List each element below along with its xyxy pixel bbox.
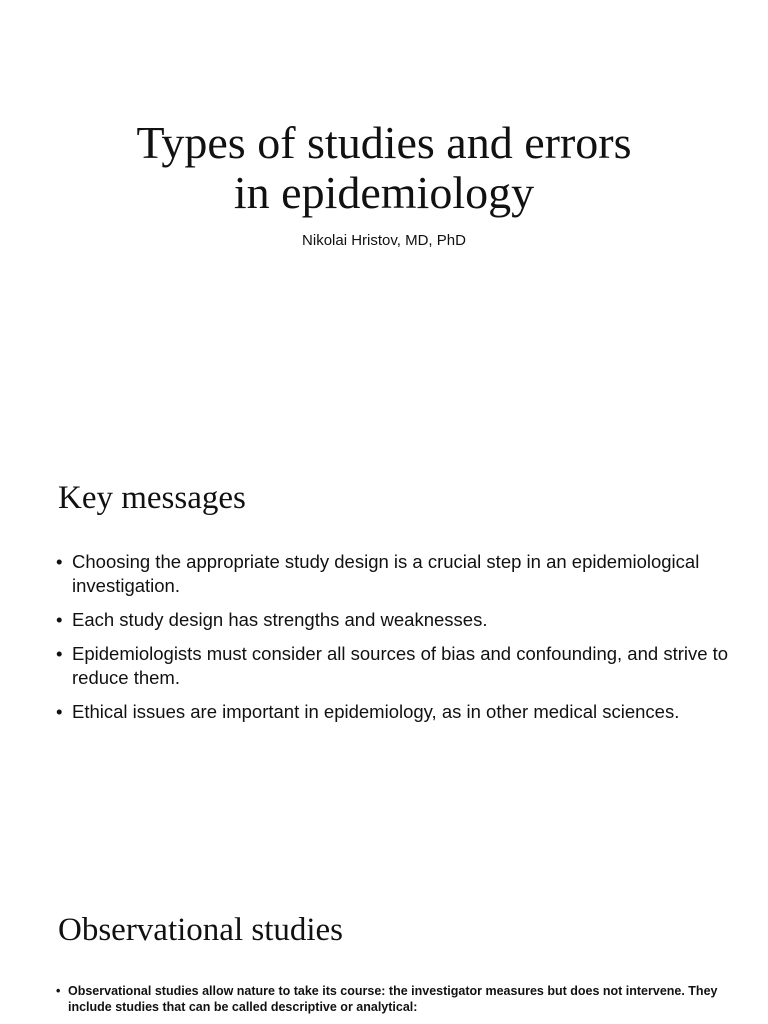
- bullet-list: [56, 983, 736, 1015]
- bullet-text: Ethical issues are important in epidemiology, as in other medical sciences.: [72, 701, 680, 722]
- bullet-icon: •: [56, 984, 61, 998]
- bullet-item: [56, 608, 736, 632]
- title-slide: [0, 0, 768, 430]
- bullet-icon: •: [56, 701, 63, 722]
- slide-heading: Key messages: [58, 480, 246, 516]
- bullet-list: [56, 550, 736, 734]
- bullet-text: Each study design has strengths and weaknesses.: [72, 609, 488, 630]
- bullet-item: [56, 700, 736, 724]
- bullet-item: [56, 983, 736, 1015]
- slide-title: [0, 118, 768, 218]
- bullet-text: Choosing the appropriate study design is a crucial step in an epidemiological investigation.: [72, 551, 700, 596]
- slide-title-line-1: Types of studies and errors: [136, 117, 632, 168]
- slide-subtitle: Nikolai Hristov, MD, PhD: [302, 232, 466, 249]
- bullet-item: [56, 642, 736, 690]
- bullet-icon: •: [56, 551, 63, 572]
- slide-title-line-2: in epidemiology: [233, 167, 535, 218]
- bullet-text: Epidemiologists must consider all sources of bias and confounding, and strive to reduce them.: [72, 643, 729, 688]
- observational-studies-slide: [0, 860, 768, 1024]
- slide-heading: Observational studies: [58, 912, 344, 948]
- bullet-icon: •: [56, 609, 63, 630]
- bullet-icon: •: [56, 643, 63, 664]
- bullet-text: Observational studies allow nature to take its course: the investigator measures but does not intervene. They include studies that can be called descriptive or analytical:: [68, 984, 718, 1014]
- bullet-item: [56, 550, 736, 598]
- key-messages-slide: [0, 430, 768, 860]
